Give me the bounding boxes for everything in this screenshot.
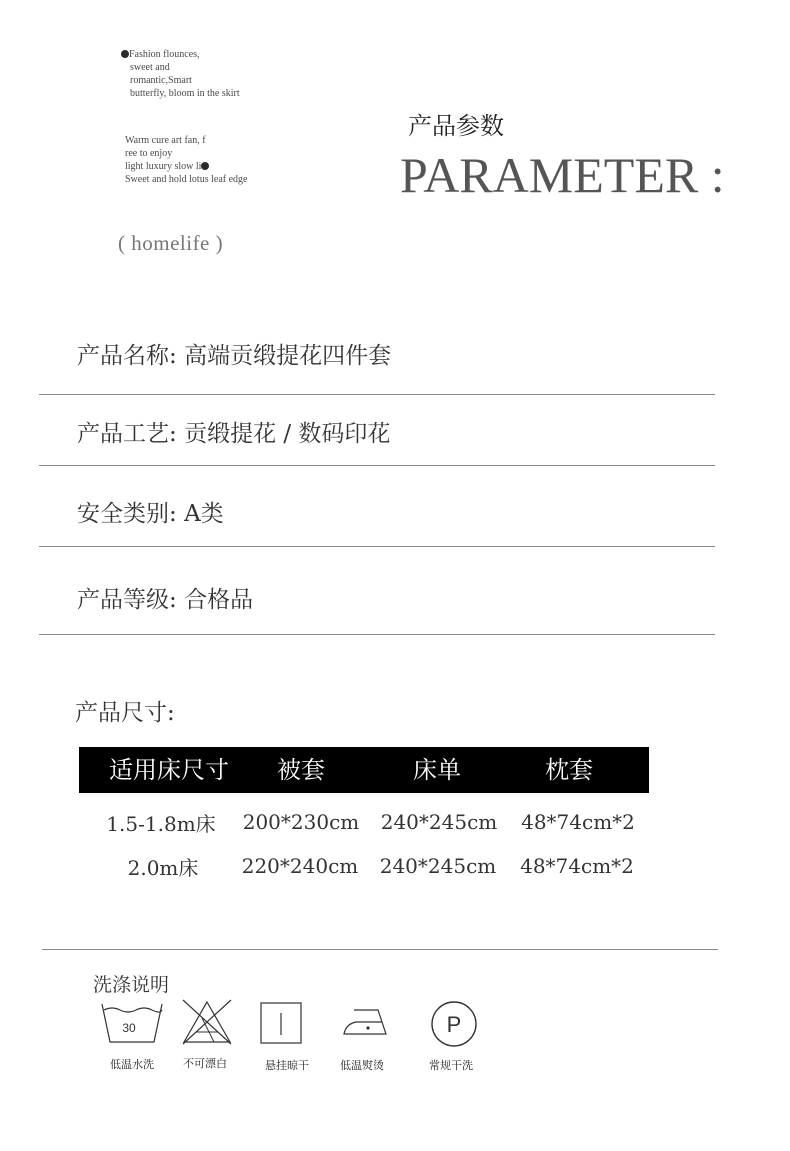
brand-name: ( homelife ) <box>118 231 224 255</box>
size-title: 产品尺寸: <box>75 700 175 726</box>
bullet-dot-icon <box>121 50 129 58</box>
tagline-1-line-1: Fashion flounces, <box>129 49 200 60</box>
no-bleach-icon <box>180 998 234 1046</box>
bullet-dot-icon <box>201 162 209 170</box>
wash-temp-label: 30 <box>122 1021 136 1035</box>
spec-label: 安全类别: <box>77 501 177 527</box>
wash-30-icon <box>100 1002 164 1044</box>
spec-label: 产品名称: <box>77 343 177 369</box>
spec-row-grade <box>77 581 253 614</box>
divider <box>39 394 715 395</box>
table-cell: 1.5-1.8m床 <box>106 812 216 836</box>
divider <box>39 546 715 547</box>
divider <box>39 634 715 635</box>
tagline-block-2 <box>125 134 295 186</box>
table-cell: 48*74cm*2 <box>521 810 635 834</box>
tagline-2-line-2: ree to enjoy <box>125 148 173 159</box>
care-label-wash: 低温水洗 <box>110 1058 154 1071</box>
low-iron-icon <box>342 1004 390 1038</box>
spec-row-name <box>77 337 391 370</box>
spec-label: 产品等级: <box>77 587 177 613</box>
spec-label: 产品工艺: <box>77 421 177 447</box>
spec-row-safety <box>77 495 224 528</box>
header-sheet: 床单 <box>413 756 461 784</box>
table-cell: 200*230cm <box>242 810 360 834</box>
care-title: 洗涤说明 <box>93 974 170 996</box>
dryclean-letter: P <box>446 1012 462 1037</box>
header-pillowcase: 枕套 <box>545 756 593 784</box>
size-table-header <box>79 747 649 793</box>
spec-value: 贡缎提花 / 数码印花 <box>184 421 391 447</box>
table-cell: 240*245cm <box>379 854 497 878</box>
tagline-1-line-4: butterfly, bloom in the skirt <box>130 88 240 99</box>
spec-value: 合格品 <box>184 587 254 613</box>
heading-en: PARAMETER : <box>400 147 725 203</box>
spec-row-craft <box>77 415 390 448</box>
hang-dry-icon <box>260 1002 302 1044</box>
divider <box>42 949 718 950</box>
heading-cn: 产品参数 <box>408 112 504 140</box>
header-duvet: 被套 <box>277 756 325 784</box>
care-label-iron: 低温熨烫 <box>340 1059 384 1072</box>
care-label-hang-dry: 悬挂晾干 <box>265 1059 309 1072</box>
header-bed-size: 适用床尺寸 <box>109 756 229 784</box>
tagline-2-line-3: light luxury slow li <box>125 161 202 172</box>
tagline-2-line-4: Sweet and hold lotus leaf edge <box>125 174 248 185</box>
care-label-dry-clean: 常规干洗 <box>429 1059 473 1072</box>
table-cell: 48*74cm*2 <box>520 854 634 878</box>
tagline-2-line-1: Warm cure art fan, f <box>125 135 206 146</box>
table-cell: 220*240cm <box>241 854 359 878</box>
tagline-1-line-3: romantic,Smart <box>130 75 192 86</box>
tagline-block-1 <box>121 48 291 100</box>
dry-clean-p-icon <box>430 1000 478 1048</box>
spec-value: A类 <box>184 501 224 527</box>
divider <box>39 465 715 466</box>
tagline-1-line-2: sweet and <box>130 62 170 73</box>
care-label-no-bleach: 不可漂白 <box>183 1057 227 1070</box>
table-cell: 240*245cm <box>380 810 498 834</box>
spec-value: 高端贡缎提花四件套 <box>184 343 392 369</box>
table-cell: 2.0m床 <box>127 856 199 880</box>
